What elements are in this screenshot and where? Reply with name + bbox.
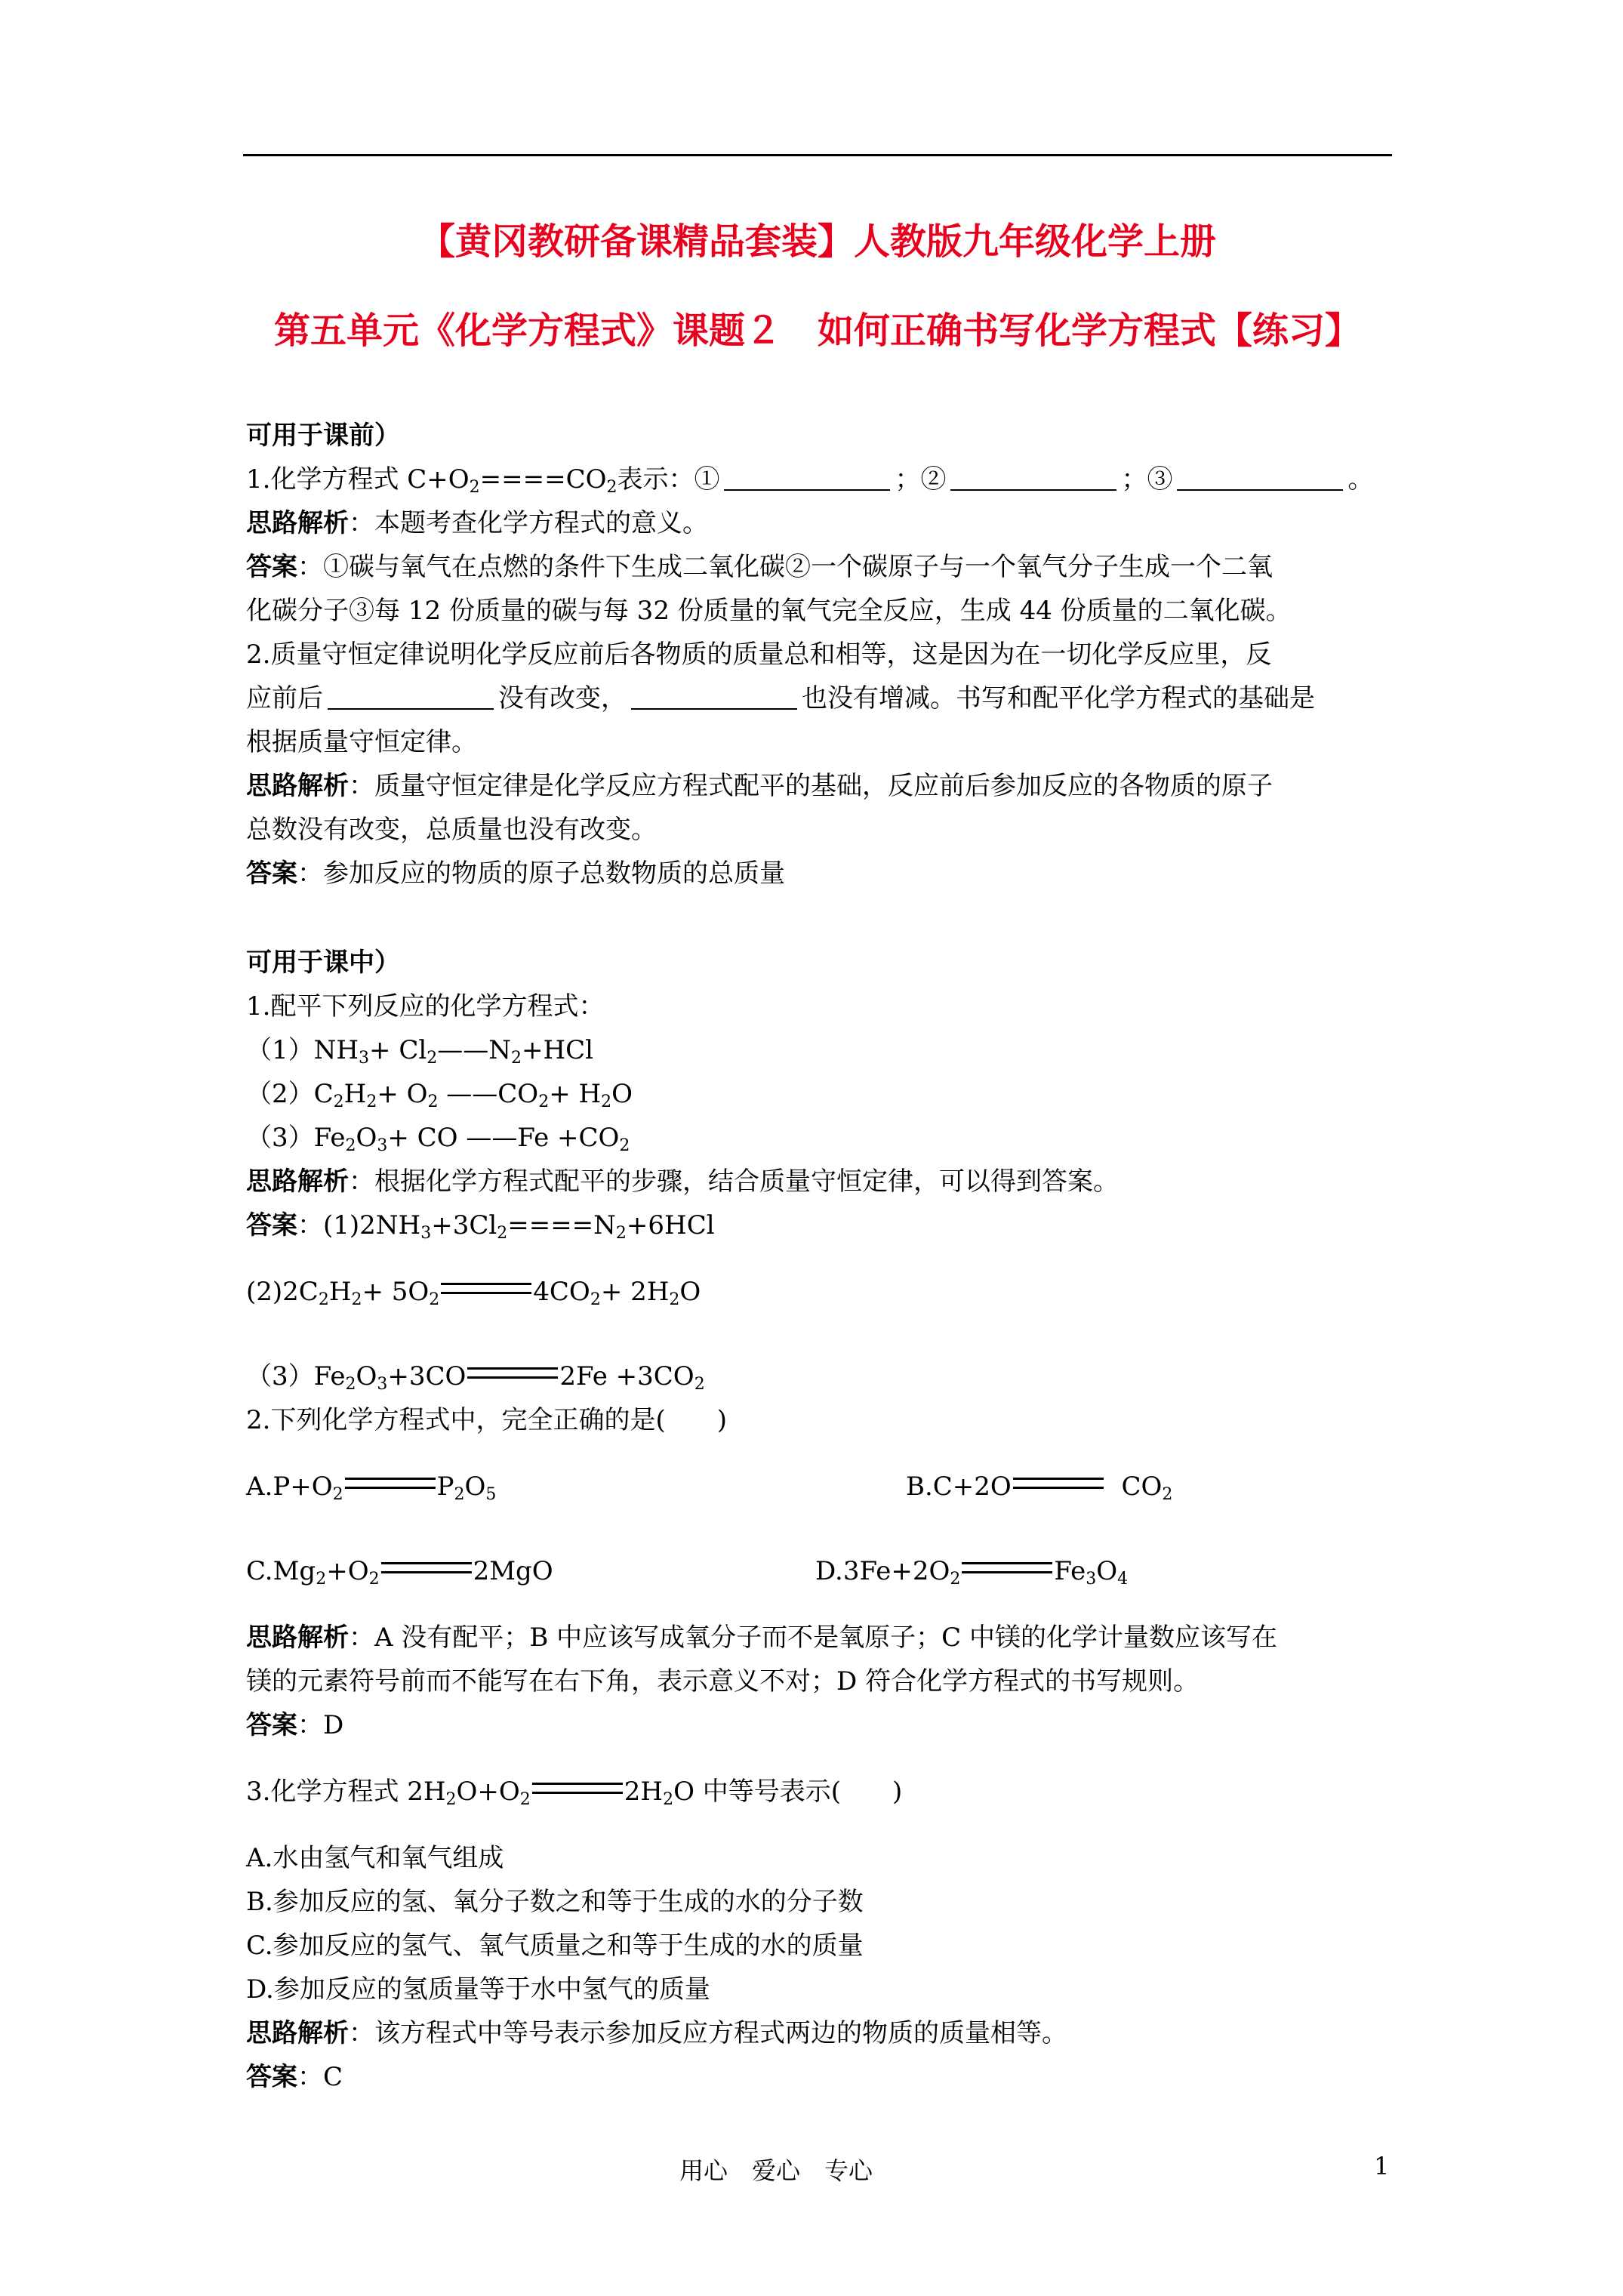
- option-c: $C.Mg_2+O_2$ 2MgO: [246, 1556, 553, 1589]
- s1-q1-analysis: 思路解析：本题考查化学方程式的意义。: [246, 508, 708, 538]
- s2-q1-analysis: 思路解析：根据化学方程式配平的步骤，结合质量守恒定律，可以得到答案。: [246, 1166, 1119, 1197]
- s2-q1-eq2: $(2)C_2H_2+ O_2$ $——CO_2+ H_2O$: [246, 1079, 633, 1111]
- s2-q1-stem: 1.配平下列反应的化学方程式：: [246, 991, 605, 1022]
- answer-blank: [328, 684, 494, 710]
- s1-q1-answer-cont: 化碳分子③每 12 份质量的碳与每 32 份质量的氧气完全反应，生成 44 份质量的二氧化碳。: [246, 596, 1292, 626]
- s1-q1-stem: 1.化学方程式 $C+O_2====CO_2$表示：① ；② ；③ 。: [246, 464, 1374, 497]
- option-d: $D.3Fe+2O_2$ $Fe_3O_4$: [815, 1556, 1129, 1589]
- equals-sign: [1013, 1478, 1104, 1489]
- s2-q1-answer: 答案：$(1)2NH_3+3Cl_2====N_2+6HCl$: [246, 1210, 715, 1243]
- option-b: B.C+2O $CO_2$: [906, 1472, 1173, 1504]
- s1-q2-stem-cont: 应前后 没有改变， 也没有增减。书写和配平化学方程式的基础是: [246, 683, 1315, 713]
- s2-q3-stem: 3.化学方程式 $2H_2O+O_2$ $2H_2O$ 中等号表示( ): [246, 1777, 903, 1809]
- document-body: [246, 414, 1394, 2099]
- s1-q2-analysis-cont: 总数没有改变，总质量也没有改变。: [246, 815, 657, 845]
- s2-q2-stem: 2.下列化学方程式中，完全正确的是( ): [246, 1405, 727, 1435]
- equals-sign: [345, 1478, 436, 1489]
- document-subtitle: 第五单元《化学方程式》课题２ 如何正确书写化学方程式【练习】: [273, 310, 1361, 352]
- s2-q3-answer: 答案：C: [246, 2062, 343, 2092]
- option-b: B.参加反应的氢、氧分子数之和等于生成的水的分子数: [246, 1887, 864, 1917]
- equals-sign: [441, 1283, 531, 1294]
- answer-blank: [950, 465, 1116, 491]
- answer-blank: [1177, 465, 1343, 491]
- equals-sign: [467, 1367, 558, 1379]
- s1-q2-stem: 2.质量守恒定律说明化学反应前后各物质的质量总和相等，这是因为在一切化学反应里，反: [246, 639, 1272, 670]
- s1-q1-answer: 答案：①碳与氧气在点燃的条件下生成二氧化碳②一个碳原子与一个氧气分子生成一个二氧: [246, 552, 1273, 582]
- answer-blank: [724, 465, 890, 491]
- s2-q1-answer-3: $(3)Fe_2O_3+3CO$ $2Fe +3CO_2$: [246, 1361, 705, 1394]
- s2-q1-eq3: $(3)Fe_2O_3+$ CO ——Fe $+CO_2$: [246, 1123, 630, 1155]
- s2-q1-eq1: $(1)NH_3+$ $Cl_2——N_2+HCl$: [246, 1035, 594, 1068]
- s2-q3-analysis: 思路解析：该方程式中等号表示参加反应方程式两边的物质的质量相等。: [246, 2018, 1067, 2048]
- option-a: A.水由氢气和氧气组成: [246, 1843, 504, 1873]
- equals-sign: [962, 1562, 1052, 1573]
- option-d: D.参加反应的氢质量等于水中氢气的质量: [246, 1974, 710, 2005]
- s2-q2-options-row2: [246, 1549, 1394, 1593]
- option-c: C.参加反应的氢气、氧气质量之和等于生成的水的质量: [246, 1931, 864, 1961]
- s1-q2-stem-end: 根据质量守恒定律。: [246, 727, 477, 757]
- section-heading-pre-class: 可用于课前）: [246, 421, 400, 451]
- answer-blank: [631, 684, 797, 710]
- page-footer: 用心 爱心 专心: [679, 2156, 873, 2185]
- page-number: 1: [1374, 2152, 1390, 2180]
- s2-q2-answer: 答案：D: [246, 1710, 344, 1740]
- equals-sign: [532, 1783, 623, 1794]
- option-a: $A.P+O_2$ $P_2O_5$: [246, 1472, 497, 1504]
- s2-q2-analysis: 思路解析：A 没有配平；B 中应该写成氧分子而不是氧原子；C 中镁的化学计量数应该写在: [246, 1623, 1277, 1653]
- section-heading-in-class: 可用于课中）: [246, 948, 400, 978]
- s1-q2-answer: 答案：参加反应的物质的原子总数物质的总质量: [246, 858, 785, 889]
- s1-q2-analysis: 思路解析：质量守恒定律是化学反应方程式配平的基础，反应前后参加反应的各物质的原子: [246, 771, 1273, 801]
- header-rule: [243, 154, 1392, 156]
- s2-q2-options-row1: [246, 1465, 1394, 1509]
- s2-q2-analysis-cont: 镁的元素符号前而不能写在右下角，表示意义不对；D 符合化学方程式的书写规则。: [246, 1666, 1200, 1697]
- document-title: 【黄冈教研备课精品套装】人教版九年级化学上册: [418, 220, 1216, 263]
- s2-q1-answer-2: $(2)2C_2H_2+ 5O_2$ $4CO_2+ 2H_2O$: [246, 1277, 701, 1309]
- equals-sign: [381, 1562, 472, 1573]
